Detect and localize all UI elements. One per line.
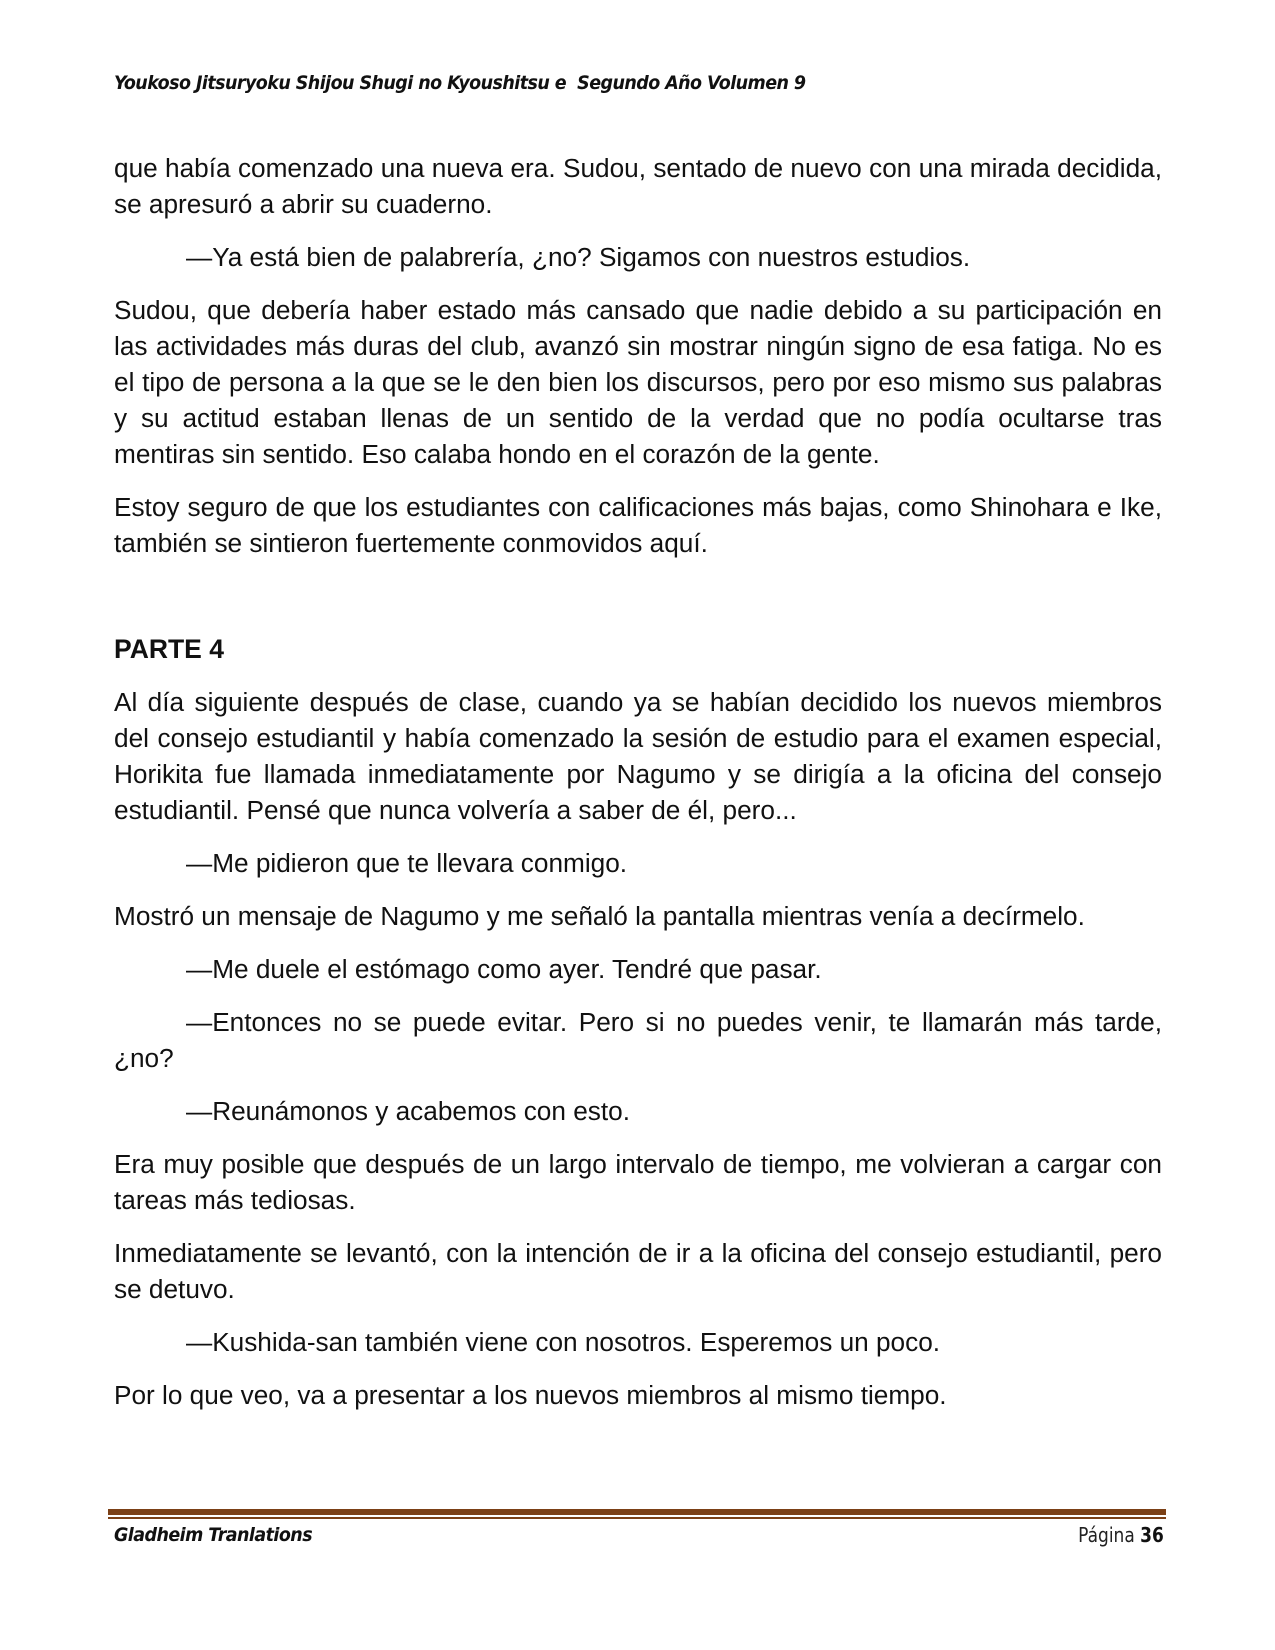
paragraph: Mostró un mensaje de Nagumo y me señaló la pantalla mientras venía a decírmelo. — [114, 901, 1085, 931]
footer-page — [1078, 1523, 1164, 1547]
page-number: 36 — [1140, 1523, 1164, 1547]
paragraph: Por lo que veo, va a presentar a los nuevos miembros al mismo tiempo. — [114, 1380, 947, 1410]
dialogue-paragraph: —Entonces no se puede evitar. Pero si no puedes venir, te llamarán más tarde, ¿no? — [114, 1007, 1162, 1073]
dialogue-paragraph: —Ya está bien de palabrería, ¿no? Sigamos con nuestros estudios. — [186, 242, 971, 272]
footer-rule-thin — [108, 1517, 1166, 1519]
footer-publisher: Gladheim Tranlations — [114, 1524, 313, 1546]
section-heading: PARTE 4 — [114, 634, 224, 664]
paragraph: Era muy posible que después de un largo intervalo de tiempo, me volvieran a cargar con tareas más tediosas. — [114, 1149, 1162, 1215]
paragraph: Al día siguiente después de clase, cuando ya se habían decidido los nuevos miembros del consejo estudiantil y había comenzado la sesión de estudio para el examen especial, Horikita fue llamada inmediatamente por Nagumo y se dirigía a la oficina del consejo estudiantil. Pensé que nunca volvería a saber de él, pero... — [114, 687, 1162, 825]
paragraph: Estoy seguro de que los estudiantes con calificaciones más bajas, como Shinohara e Ike, también se sintieron fuertemente conmovidos aquí. — [114, 492, 1162, 558]
paragraph: Sudou, que debería haber estado más cansado que nadie debido a su participación en las actividades más duras del club, avanzó sin mostrar ningún signo de esa fatiga. No es el tipo de persona a la que se le den bien los discursos, pero por eso mismo sus palabras y su actitud estaban llenas de un sentido de la verdad que no podía ocultarse tras mentiras sin sentido. Eso calaba hondo en el corazón de la gente. — [114, 295, 1162, 469]
dialogue-paragraph: —Reunámonos y acabemos con esto. — [186, 1096, 630, 1126]
dialogue-paragraph: —Me pidieron que te llevara conmigo. — [186, 848, 628, 878]
running-header: Youkoso Jitsuryoku Shijou Shugi no Kyoushitsu e Segundo Año Volumen 9 — [114, 72, 806, 94]
footer-rule-thick — [108, 1509, 1166, 1515]
page-label: Página — [1078, 1523, 1135, 1547]
dialogue-paragraph: —Kushida-san también viene con nosotros. Esperemos un poco. — [186, 1327, 941, 1357]
paragraph: que había comenzado una nueva era. Sudou, sentado de nuevo con una mirada decidida, se apresuró a abrir su cuaderno. — [114, 153, 1162, 219]
paragraph: Inmediatamente se levantó, con la intención de ir a la oficina del consejo estudiantil, pero se detuvo. — [114, 1238, 1162, 1304]
page-body — [114, 150, 1162, 1430]
dialogue-paragraph: —Me duele el estómago como ayer. Tendré que pasar. — [186, 954, 822, 984]
